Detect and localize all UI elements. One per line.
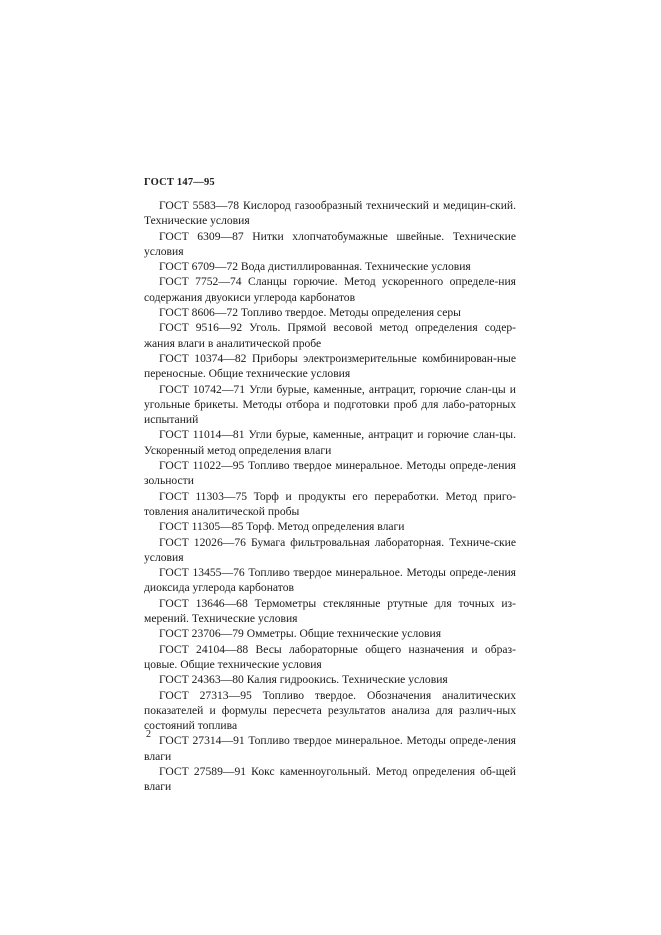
reference-item: ГОСТ 24363—80 Калия гидроокись. Технические условия [159, 673, 448, 687]
reference-item: ГОСТ 10374—82 Приборы электроизмерительные комбинирован-ные переносные. Общие технические условия [144, 351, 516, 381]
reference-item: ГОСТ 9516—92 Уголь. Прямой весовой метод определения содер-жания влаги в аналитической пробе [144, 321, 516, 350]
reference-item: ГОСТ 27314—91 Топливо твердое минеральное. Методы опреде-ления влаги [144, 734, 516, 763]
reference-item: ГОСТ 6309—87 Нитки хлопчатобумажные швейные. Технические условия [144, 229, 516, 258]
page-header: ГОСТ 147—95 [144, 177, 215, 188]
reference-item: ГОСТ 7752—74 Сланцы горючие. Метод ускоренного определе-ния содержания двуокиси углерода карбонатов [144, 275, 516, 304]
reference-item: ГОСТ 10742—71 Угли бурые, каменные, антрацит, горючие слан-цы и угольные брикеты. Методы отбора и подготовки проб для лабо-раторных испытаний [144, 382, 516, 427]
reference-item: ГОСТ 5583—78 Кислород газообразный технический и медицин-ский. Технические условия [144, 199, 516, 228]
reference-item: ГОСТ 27313—95 Топливо твердое. Обозначения аналитических показателей и формулы пересчета результатов анализа для различ-ных состояний топлива [144, 688, 516, 733]
reference-item: ГОСТ 13455—76 Топливо твердое минеральное. Методы опреде-ления диоксида углерода карбонатов [144, 566, 516, 595]
reference-item: ГОСТ 11305—85 Торф. Метод определения влаги [159, 520, 405, 534]
reference-item: ГОСТ 13646—68 Термометры стеклянные ртутные для точных из-мерений. Технические условия [144, 596, 516, 626]
reference-item: ГОСТ 23706—79 Омметры. Общие технические условия [159, 627, 442, 641]
reference-item: ГОСТ 27589—91 Кокс каменноугольный. Метод определения об-щей влаги [144, 764, 516, 794]
reference-item: ГОСТ 24104—88 Весы лабораторные общего назначения и образ-цовые. Общие технические условия [144, 642, 516, 671]
page-number: 2 [146, 729, 151, 740]
reference-item: ГОСТ 6709—72 Вода дистиллированная. Технические условия [159, 260, 471, 274]
reference-list [144, 198, 516, 795]
reference-item: ГОСТ 11303—75 Торф и продукты его переработки. Метод приго-товления аналитической пробы [144, 489, 516, 518]
reference-item: ГОСТ 12026—76 Бумага фильтровальная лабораторная. Техниче-ские условия [144, 535, 516, 564]
reference-item: ГОСТ 11014—81 Угли бурые, каменные, антрацит и горючие слан-цы. Ускоренный метод определения влаги [144, 428, 516, 457]
reference-item: ГОСТ 11022—95 Топливо твердое минеральное. Методы опреде-ления зольности [144, 459, 516, 488]
reference-item: ГОСТ 8606—72 Топливо твердое. Методы определения серы [159, 306, 461, 320]
